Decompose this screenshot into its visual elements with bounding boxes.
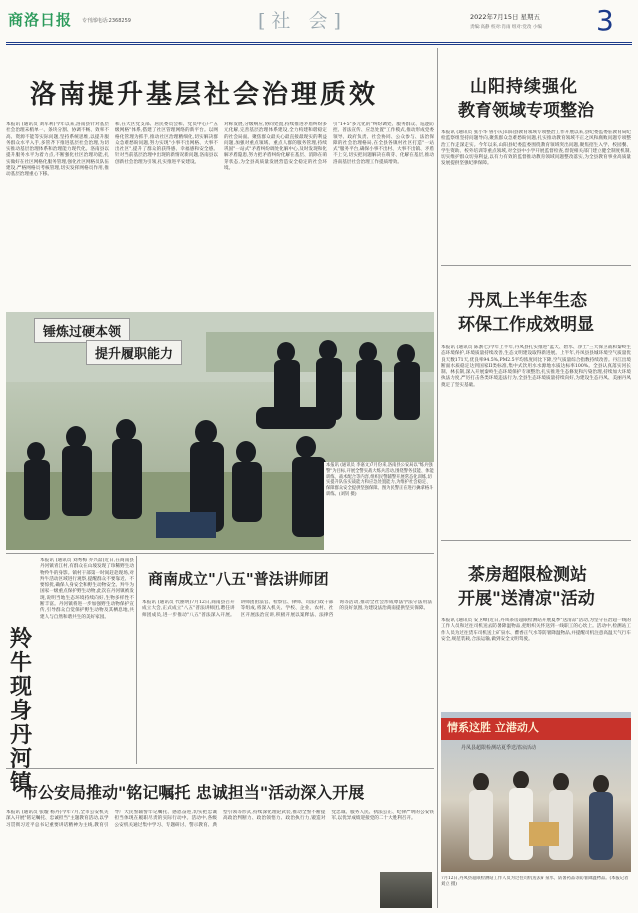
article-headline-sub: 环保工作成效明显	[458, 315, 594, 335]
article-body: 本报讯 (通讯员 张小华 鲁小庆)山阳县教育领域专项整治工作开展以来,县纪委监委驻教育局纪检监察组坚持问题导向,聚焦群众急难愁盼问题,扎实推动教育领域不正之风和腐败问题专项整治工作走深走实。今年以来,山阳县纪委监委围绕教育领域突出问题,聚焦招生入学、校园餐、学生资助、校外培训等重点领域,对全县中小学开展监督检查,督促相关部门建立健全制度机制,切实维护群众切身利益,以有力有效的监督推动教育领域问题整改落实,为全县教育事业高质量发展提供坚强纪律保障。	[441, 130, 631, 167]
section-title: [社 会]	[258, 10, 347, 32]
photo-caption: 7月12日,丹凤县超限检测站工作人员为过往司机送去矿泉水、防暑药品等防暑降温物品。(本报记者 刘立 摄)	[441, 876, 629, 887]
article-headline-sub: 开展"送清凉"活动	[458, 589, 595, 609]
photo-illustration	[441, 752, 631, 872]
story-divider	[441, 540, 631, 541]
article-headline: 市公安局推动"铭记嘱托 忠诚担当"活动深入开展	[22, 783, 365, 802]
photo-tag-line2: 提升履职能力	[86, 340, 182, 365]
article-body: 本报讯 (通讯员 代丽明)7月12日,商南县召开成立大会,正式成立"八五"普法讲师团,聘任讲师团成员,进一步推动"八五"普法深入开展。讲师团由法官、检察官、律师、司法行政干部等组成,将深入机关、学校、企业、农村、社区开展法治宣讲,积极开展以案释法、法律咨询等活动,推动全社会形成尊法学法守法用法的良好氛围,为建设法治商南提供坚实保障。	[142, 600, 432, 618]
article-column: 本报讯 (通讯员 刘军利)今年以来,洛南县针对基层社会治理末梢单一、条块分割、协调不畅、效率不高、资源不能等实际问题,坚持系统思维,以提升服务群众水平入手,多管齐下推进基层社会治理,为切实推动基层治理体系和治理能力现代化。洛南县以提升服务水平为着力点,不断强化社区治理功能,扎实做好在社区网格化服务管理,强化社区网格员队伍建设,严格网格员考核管理,切实发挥网格员作用,推动基层治理重心下移。	[6, 122, 109, 178]
editor-line: 责编:高静 校对:肖雨 组对:党改 小编	[470, 25, 542, 30]
police-training-photo	[6, 312, 434, 550]
vertical-headline: 羚牛现身丹河镇	[9, 627, 32, 796]
heat-relief-photo	[441, 712, 631, 872]
banner-subtext: 丹凤县超限检测站夏季送清凉活动	[461, 745, 537, 751]
story-divider	[6, 553, 434, 554]
article-body: 本报讯 (通讯员 陈割七)今年上半年,丹凤县扎实推进"蓝天、碧水、净土"三大保卫战和秦岭生态环境保护,环境质量持续改善,生态文明建设取得新进展。上半年,丹凤县县城环境空气质量优良天数171天,优良率94.5%,PM2.5平均浓度同比下降,空气质量综合指数持续改善。丹江出境断面水质稳定达到国家II类标准,集中式饮用水水源地水质达标率100%。全县认真落实河长制、林长制,深入开展秦岭生态环境保护专项整治,扎实推进生态修复和污染治理,持续加大环境执法力度,严厉打击各类环境违法行为,全县生态环境质量持续向好,为建设生态丹凤、美丽丹凤奠定了坚实基础。	[441, 345, 631, 388]
column-divider	[136, 556, 137, 764]
story-divider	[6, 768, 434, 769]
masthead	[0, 0, 638, 42]
article-headline: 山阳持续强化	[470, 77, 578, 97]
phone-line: 专刊部电话:2368259	[82, 18, 131, 24]
column-divider	[437, 48, 438, 908]
article-headline: 商南成立"八五"普法讲师团	[148, 570, 329, 588]
photo-caption: 本报讯 (通讯员 李嘉文)7月份来,洛南县公安局以"练兵强警"为目标,开展全警实战大练兵活动,围绕警务技能、体能训练、战术配合等内容,组织民警辅警开展常态化训练,切实提升队伍实战能力和应急处置能力,为维护社会稳定、保障群众安全提供坚强保障。图为民警正在进行擒拿格斗训练。(刘钊 摄)	[324, 462, 434, 550]
page-number: 3	[596, 4, 614, 37]
article-body: 本报讯 (通讯员 张璇 杨丹)今年7月,全市公安机关深入开展"铭记嘱托、忠诚担当"主题教育活动,以学习贯彻习近平总书记重要讲话精神为主线,教育引导广大民警辅警牢记嘱托、感恩奋进,切实把忠诚担当体现在履职尽责的实际行动中。活动中,各级公安机关通过集中学习、专题研讨、警示教育、典型引领等形式,持续深化理论武装,推动全警不断提高政治判断力、政治领悟力、政治执行力,锻造对党忠诚、服务人民、执法公正、纪律严明的公安铁军,以优异成绩迎接党的二十大胜利召开。	[6, 810, 434, 828]
article-headline: 丹凤上半年生态	[468, 291, 587, 311]
article-column: 引"1+5"多元化的"纠纷调处、服务群众、巡逻防控、普法宣传、应急处置"工作模式,推动形成党委领导、政府负责、社会协同、公众参与、法治保障的社会治理格局,在全县各镇村社区打造"一站式"服务平台,确保小事不出村、大事不出镇、矛盾不上交,切实把问题解决在萌芽、化解在基层,推动洛南基层社会治理工作提质增效。	[333, 122, 434, 165]
article-headline-sub: 教育领域专项整治	[458, 101, 594, 121]
newspaper-logo: 商洛日报	[8, 11, 73, 29]
article-headline: 洛南提升基层社会治理质效	[30, 80, 379, 110]
article-body: 本报讯 (通讯员 刘秀梅 乔兴喆)近日,在商南县丹河镇青江村,有群众在山坡发现了珍稀野生动物羚牛的身影。镇村干部第一时间赶赴现场,对羚牛活动区域进行观察,提醒群众不要靠近、不要惊扰,确保人身安全和野生动物安全。羚牛为国家一级重点保护野生动物,此次在丹河镇被发现,说明当地生态环境持续向好,生物多样性不断丰富。丹河镇将进一步加强野生动物保护宣传,引导群众自觉保护野生动物及其栖息地,共建人与自然和谐共生的美好家园。	[40, 558, 134, 620]
article-column: 和,在大区党支部、居民委员会和、党员中心户"五级网格"体系,搭建了社区管理网络的新平台。以网格化管理为抓手,推动社区治理精细化,切实解决群众急难愁盼问题,努力实现"小事不出网格、大事不出社区",提升了群众的获得感、幸福感和安全感。针对当前基层治理中出现的新情况新问题,洛南县以创新社会治理为引领,扎实推进平安建设。	[115, 122, 218, 165]
article-column: 对称发展,分级响应,协同处置,持续推进矛盾纠纷多元化解,完善基层治理体系建设,全力构建和谐稳定的社会局面。聚焦群众最关心最直接最现实的利益问题,加强对重点领域、重点人群的服务管理,持续巩固"一站式"矛盾纠纷调处化解中心,及时发现和化解矛盾隐患,努力把矛盾纠纷化解在基层、消除在萌芽状态,为全县高质量发展营造安全稳定的社会环境。	[224, 122, 327, 172]
police-badge-image	[380, 872, 432, 908]
banner-text: 情系这胜 立港动人	[447, 721, 539, 734]
masthead-rule	[6, 42, 632, 43]
article-headline: 茶房超限检测站	[468, 565, 587, 585]
story-divider	[441, 265, 631, 266]
masthead-rule-2	[6, 44, 632, 45]
article-body: 本报讯 (通讯员 安卫峰)近日,丹凤茶房超限检测站开展夏季"送清凉"活动,为坚守在治超一线的工作人员和过往司机送去防暑降温物品,把组织关怀送到一线职工的心坎上。活动中,检测站工作人员为过往货车司机送上矿泉水、藿香正气水等防暑降温物品,并提醒司机注意高温天气行车安全,规范装载,合法运输,做到安全文明驾驶。	[441, 618, 631, 642]
photo-tag-line1: 锤炼过硬本领	[34, 318, 130, 343]
issue-date: 2022年7月15日 星期五	[470, 13, 541, 21]
